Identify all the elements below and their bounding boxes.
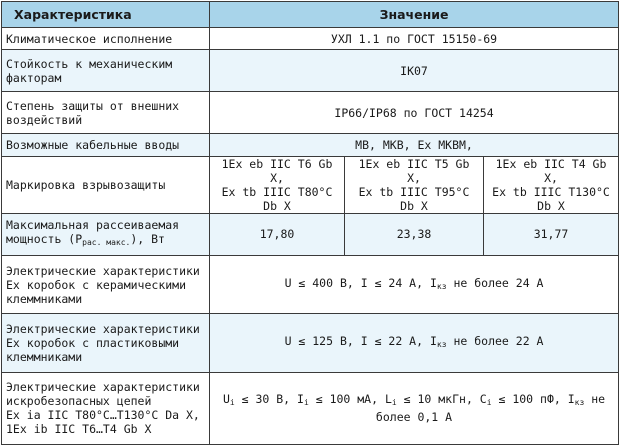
marking-cell-2: 1Ex eb IIC T5 Gb X, Ex tb IIIC T95°C Db X (345, 156, 484, 213)
table-row (2, 50, 619, 92)
marking-cell-1: 1Ex eb IIC T6 Gb X, Ex tb IIIC T80°C Db X (210, 156, 345, 213)
specifications-table (1, 1, 619, 445)
marking-cell-3: 1Ex eb IIC T4 Gb X, Ex tb IIIC T130°C Db X (484, 156, 619, 213)
row-label-intrinsic: Электрические характеристики искробезопасных цепей Ex ia IIC T80°C…T130°C Da X, 1Ex ib IIC T6…T4 Gb X (2, 372, 210, 444)
row-value-mechanical: IK07 (210, 50, 619, 92)
table-row (2, 314, 619, 372)
table-row (2, 28, 619, 50)
header-value: Значение (210, 2, 619, 28)
row-value-plastic: U ≤ 125 В, I ≤ 22 А, $I_{кз}$ не более 22 А (210, 314, 619, 372)
row-label-climate: Климатическое исполнение (2, 28, 210, 50)
row-label-mechanical: Стойкость к механическим факторам (2, 50, 210, 92)
row-label-marking: Маркировка взрывозащиты (2, 156, 210, 213)
table-row (2, 256, 619, 314)
row-label-protection: Степень защиты от внешних воздействий (2, 92, 210, 134)
row-value-ceramic: U ≤ 400 В, I ≤ 24 А, $I_{кз}$ не более 24 А (210, 256, 619, 314)
row-label-plastic: Электрические характеристики Ex коробок с пластиковыми клеммниками (2, 314, 210, 372)
table-header-row (2, 2, 619, 28)
row-value-intrinsic: $U_i \le 30$ В, $I_i \le 100$ мА, $L_i \le 10$ мкГн, $C_i \le 100$ пФ, $I_{кз}$ не более 0,1 А (210, 372, 619, 444)
power-value-2: 23,38 (345, 213, 484, 255)
row-value-cable-entries: МВ, МКВ, Ex МКВМ, (210, 134, 619, 156)
row-value-climate: УХЛ 1.1 по ГОСТ 15150-69 (210, 28, 619, 50)
power-value-3: 31,77 (484, 213, 619, 255)
row-label-ceramic: Электрические характеристики Ex коробок с керамическими клеммниками (2, 256, 210, 314)
table-row (2, 372, 619, 444)
table-row (2, 92, 619, 134)
table-row (2, 156, 619, 213)
row-value-protection: IP66/IP68 по ГОСТ 14254 (210, 92, 619, 134)
row-label-cable-entries: Возможные кабельные вводы (2, 134, 210, 156)
power-value-1: 17,80 (210, 213, 345, 255)
row-label-power: Максимальная рассеиваемая мощность $(P_{рас. макс.})$, Вт (2, 213, 210, 255)
table-row (2, 134, 619, 156)
header-characteristic: Характеристика (2, 2, 210, 28)
table-row (2, 213, 619, 255)
